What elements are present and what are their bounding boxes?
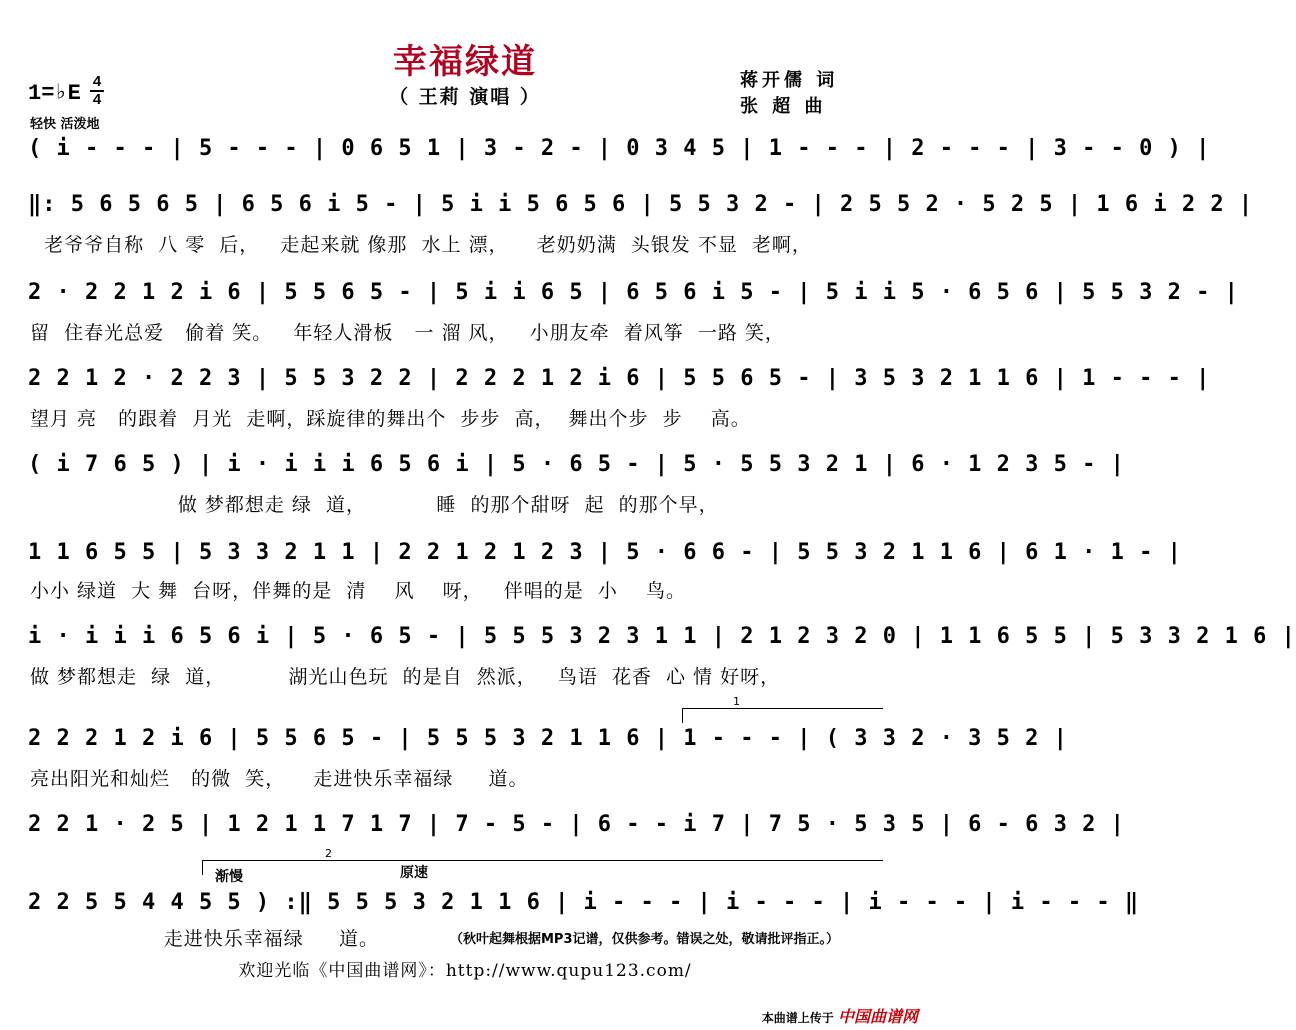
score-line-1: ( i - - - | 5 - - - | 0 6 5 1 | 3 - 2 - | 0 3 4 5 | 1 - - - | 2 - - - | 3 - - 0 ) |	[28, 136, 1211, 161]
upload-credit	[762, 1004, 918, 1027]
site-logo: 中国曲谱网	[837, 1007, 918, 1026]
meter-bottom: 4	[90, 90, 104, 108]
volta-2-bracket	[202, 847, 883, 875]
score-line-3: 2 · 2 2 1 2 i 6 | 5 5 6 5 - | 5 i i 6 5 | 6 5 6 i 5 - | 5 i i 5 · 6 5 6 | 5 5 3 2 - |	[28, 280, 1239, 305]
meter-top: 4	[92, 73, 102, 90]
score-line-10: 2 2 5 5 4 4 5 5 ) :‖ 5 5 5 3 2 1 1 6 | i - - - | i - - - | i - - - | i - - - ‖	[28, 890, 1140, 915]
lyric-line-10: 走进快乐幸福绿 道。	[30, 928, 379, 950]
score-line-6: 1 1 6 5 5 | 5 3 3 2 1 1 | 2 2 1 2 1 2 3 | 5 · 6 6 - | 5 5 3 2 1 1 6 | 6 1 · 1 - |	[28, 540, 1182, 565]
singer-line: （ 王莉 演唱 ）	[389, 86, 541, 108]
lyric-line-3: 留 住春光总爱 偷着 笑。 年轻人滑板 一 溜 风， 小朋友牵 着风筝 一路 笑，	[30, 322, 785, 344]
upload-text: 本曲谱上传于	[761, 1011, 834, 1025]
lyric-line-7: 做 梦都想走 绿 道， 湖光山色玩 的是自 然派， 鸟语 花香 心 情 好呀，	[30, 666, 781, 688]
volta-2-label: 2	[325, 847, 332, 860]
score-line-9: 2 2 1 · 2 5 | 1 2 1 1 7 1 7 | 7 - 5 - | 6 - - i 7 | 7 5 · 5 3 5 | 6 - 6 3 2 |	[28, 812, 1125, 837]
lyricist-credit: 蒋开儒 词	[740, 70, 839, 91]
lyric-line-2: 老爷爷自称 八 零 后， 走起来就 像那 水上 漂， 老奶奶满 头银发 不显 老啊，	[30, 234, 812, 256]
score-line-2: ‖: 5 6 5 6 5 | 6 5 6 i 5 - | 5 i i 5 6 5 6 | 5 5 3 2 - | 2 5 5 2 · 5 2 5 | 1 6 i 2 2 |	[28, 192, 1254, 217]
score-line-7: i · i i i 6 5 6 i | 5 · 6 5 - | 5 5 5 3 2 3 1 1 | 2 1 2 3 2 0 | 1 1 6 5 5 | 5 3 3 2 1 6 |	[28, 624, 1296, 649]
transcription-remark: （秋叶起舞根据MP3记谱，仅供参考。错误之处，敬请批评指正。）	[450, 932, 840, 947]
lyric-line-4: 望月 亮 的跟着 月光 走啊，踩旋律的舞出个 步步 高， 舞出个步 步 高。	[30, 408, 751, 430]
key-signature: 1=♭E	[28, 81, 81, 106]
score-line-8: 2 2 2 1 2 i 6 | 5 5 6 5 - | 5 5 5 3 2 1 1 6 | 1 - - - | ( 3 3 2 · 3 5 2 |	[28, 726, 1068, 751]
lyric-line-5: 做 梦都想走 绿 道， 睡 的那个甜呀 起 的那个早，	[30, 494, 719, 516]
volta-1-label: 1	[733, 695, 740, 708]
time-signature	[90, 74, 104, 108]
composer-credit: 张 超 曲	[740, 96, 827, 117]
tempo-marking: 轻快 活泼地	[30, 117, 100, 132]
welcome-footer: 欢迎光临《中国曲谱网》：http://www.qupu123.com/	[238, 961, 692, 981]
volta-1-bracket	[682, 695, 883, 723]
score-line-5: ( i 7 6 5 ) | i · i i i 6 5 6 i | 5 · 6 5 - | 5 · 5 5 3 2 1 | 6 · 1 2 3 5 - |	[28, 452, 1125, 477]
score-line-4: 2 2 1 2 · 2 2 3 | 5 5 3 2 2 | 2 2 2 1 2 i 6 | 5 5 6 5 - | 3 5 3 2 1 1 6 | 1 - - - |	[28, 366, 1211, 391]
page-title: 幸福绿道	[393, 42, 537, 82]
marking-slow: 渐慢	[215, 869, 243, 885]
marking-original-tempo: 原速	[400, 865, 428, 881]
lyric-line-8: 亮出阳光和灿烂 的微 笑， 走进快乐幸福绿 道。	[30, 768, 529, 790]
lyric-line-6: 小小 绿道 大 舞 台呀，伴舞的是 清 风 呀， 伴唱的是 小 鸟。	[30, 580, 686, 602]
